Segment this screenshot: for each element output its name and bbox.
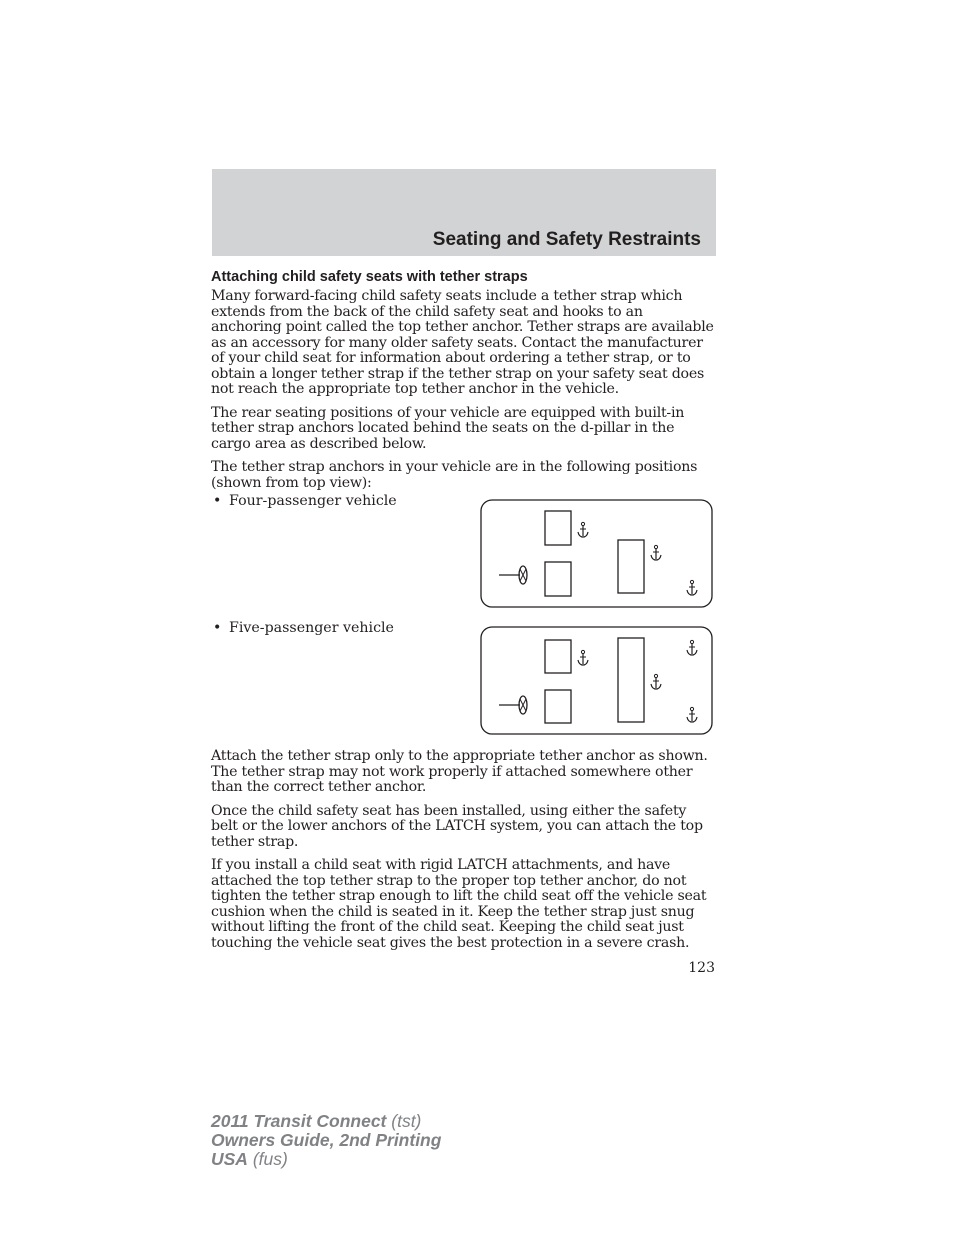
footer-line-2: Owners Guide, 2nd Printing	[211, 1130, 442, 1150]
paragraph: Many forward-facing child safety seats include a tether strap which extends from the back of the child safety seat and hooks to an anchoring point called the top tether anchor. Tether straps are available as an accessory for many older safety seats. Contact the manufacturer of your child seat for information about ordering a tether strap, or to obtain a longer tether strap if the tether strap on your safety seat does not reach the appropriate top tether anchor in the vehicle.	[211, 288, 714, 397]
seat	[545, 690, 571, 723]
seat	[545, 640, 571, 673]
anchor-icon	[578, 522, 588, 537]
anchor-icon	[687, 580, 697, 595]
paragraph: The rear seating positions of your vehicle are equipped with built-in tether strap anchors located behind the seats on the d-pillar in the cargo area as described below.	[211, 404, 685, 452]
anchor-icon	[578, 650, 588, 665]
seat	[545, 562, 571, 596]
five-passenger-diagram	[480, 626, 713, 736]
page-number: 123	[688, 960, 715, 976]
anchor-icon	[651, 674, 661, 689]
footer-market-code: (fus)	[247, 1149, 288, 1169]
four-passenger-diagram	[480, 499, 713, 609]
anchor-icon	[651, 545, 661, 560]
paragraph: Attach the tether strap only to the appropriate tether anchor as shown. The tether strap may not work properly if attached somewhere other than the correct tether anchor.	[211, 748, 708, 795]
footer-line-1	[211, 1112, 611, 1131]
content-bottom	[211, 749, 716, 959]
bullet-dot: •	[213, 620, 222, 636]
paragraph: The tether strap anchors in your vehicle are in the following positions (shown from top view):	[211, 459, 698, 491]
bullet-five-passenger	[213, 620, 394, 636]
anchor-icon	[687, 707, 697, 722]
paragraph: If you install a child seat with rigid LATCH attachments, and have attached the top tether strap to the proper top tether anchor, do not tighten the tether strap enough to lift the child seat off the vehicle seat cushion when the child is seated in it. Keep the tether strap just snug without lifting the front of the child seat. Keeping the child seat just touching the vehicle seat gives the best protection in a severe crash.	[211, 857, 707, 951]
steering-wheel-icon	[499, 566, 527, 584]
content-top	[211, 268, 716, 499]
anchor-icon	[687, 640, 697, 655]
bullet-dot: •	[213, 493, 222, 509]
footer	[211, 1112, 611, 1169]
bullet-four-passenger	[213, 493, 397, 509]
footer-model-code: (tst)	[386, 1111, 422, 1131]
seat	[618, 638, 644, 722]
bullet-label: Five-passenger vehicle	[229, 620, 394, 636]
chapter-title: Seating and Safety Restraints	[432, 229, 701, 250]
seat	[618, 540, 644, 593]
vehicle-outline	[481, 627, 712, 734]
bullet-label: Four-passenger vehicle	[229, 493, 397, 509]
section-heading: Attaching child safety seats with tether straps	[211, 269, 528, 285]
paragraph: Once the child safety seat has been installed, using either the safety belt or the lower anchors of the LATCH system, you can attach the top tether strap.	[211, 802, 703, 850]
steering-wheel-icon	[499, 696, 527, 714]
footer-model: 2011 Transit Connect	[211, 1111, 387, 1131]
footer-line-3	[211, 1150, 611, 1169]
footer-market: USA	[211, 1149, 248, 1169]
seat	[545, 511, 571, 545]
vehicle-outline	[481, 500, 712, 607]
header-band	[212, 169, 716, 256]
